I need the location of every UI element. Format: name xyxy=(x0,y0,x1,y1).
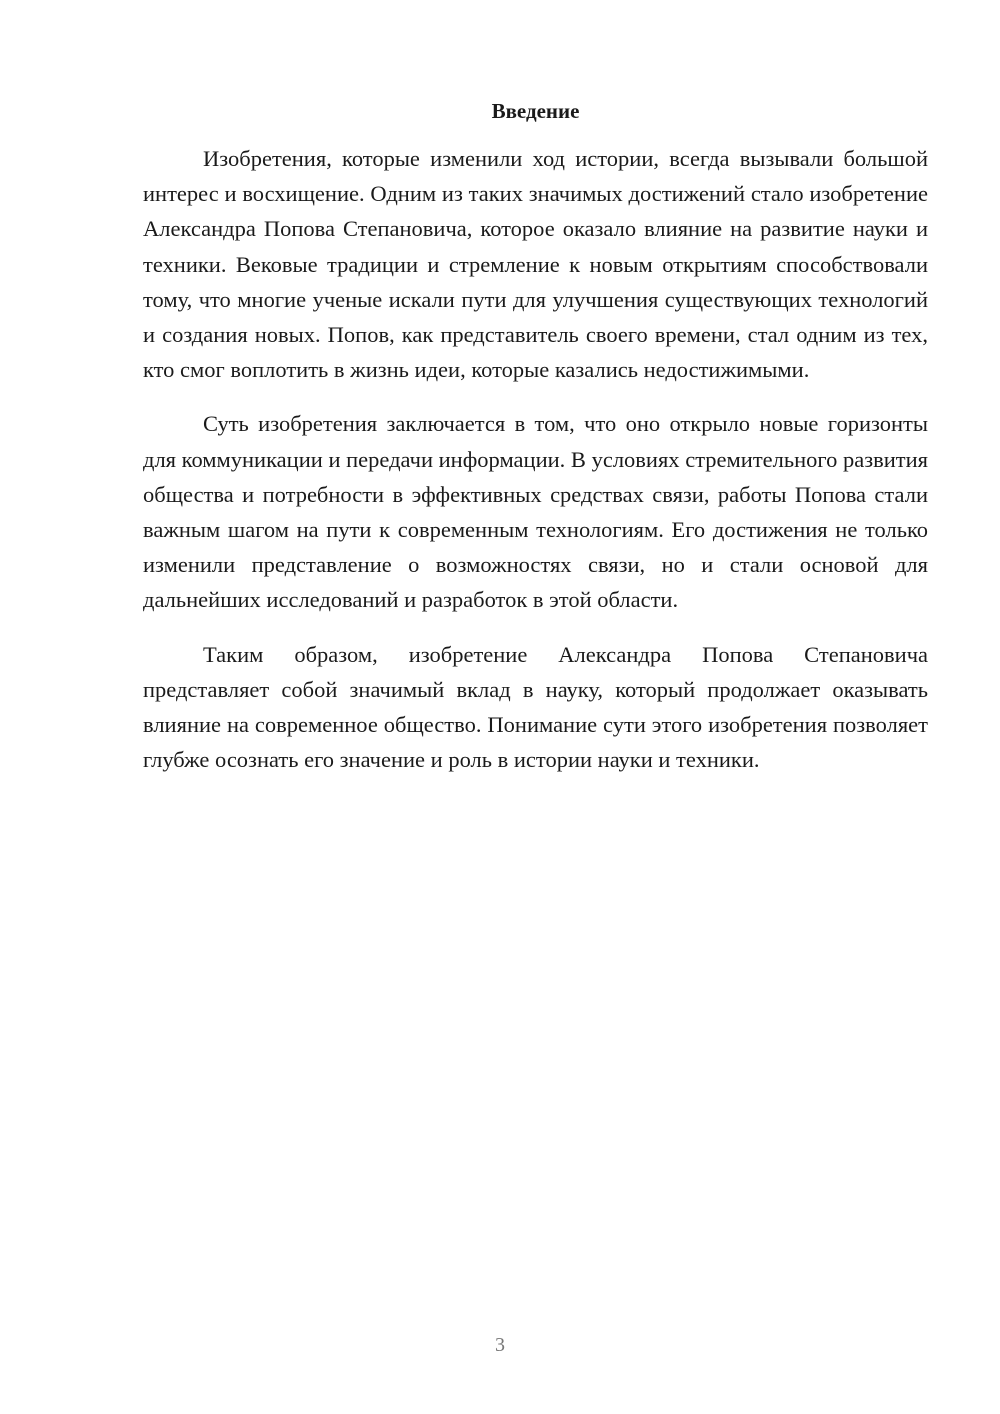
body-text xyxy=(143,141,928,777)
paragraph-2: Суть изобретения заключается в том, что оно открыло новые горизонты для коммуникации и передачи информации. В условиях стремительного развития общества и потребности в эффективных средствах связи, работы Попова стали важным шагом на пути к современным технологиям. Его достижения не только изменили представление о возможностях связи, но и стали основой для дальнейших исследований и разработок в этой области. xyxy=(143,411,928,613)
paragraph-3: Таким образом, изобретение Александра Попова Степановича представляет собой значимый вклад в науку, который продолжает оказывать влияние на современное общество. Понимание сути этого изобретения позволяет глубже осознать его значение и роль в истории науки и техники. xyxy=(143,641,928,773)
paragraph-1: Изобретения, которые изменили ход истории, всегда вызывали большой интерес и восхищение. Одним из таких значимых достижений стало изобретение Александра Попова Степановича, которое оказало влияние на развитие науки и техники. Вековые традиции и стремление к новым открытиям способствовали тому, что многие ученые искали пути для улучшения существующих технологий и создания новых. Попов, как представитель своего времени, стал одним из тех, кто смог воплотить в жизнь идеи, которые казались недостижимыми. xyxy=(143,146,928,383)
section-heading: Введение xyxy=(491,99,580,123)
page-number: 3 xyxy=(495,1334,505,1356)
